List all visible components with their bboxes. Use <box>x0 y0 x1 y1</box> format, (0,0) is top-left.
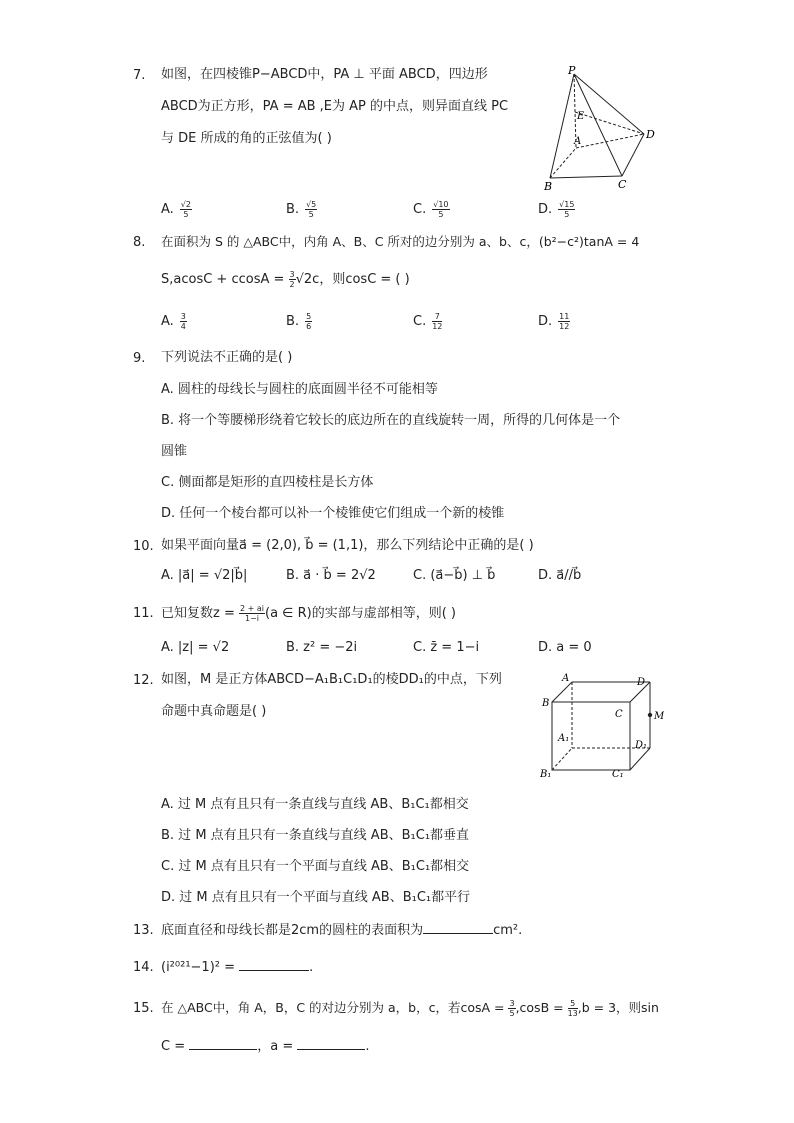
q7-line-1: 如图，在四棱锥P−ABCD中，PA ⊥ 平面 ABCD，四边形 <box>161 67 488 82</box>
q7-line-3: 与 DE 所成的角的正弦值为( ) <box>161 131 332 146</box>
q11-option-c: C. z̄ = 1−i <box>413 640 480 655</box>
q8-option-d: D. $\frac{11}{12}$ <box>538 312 570 331</box>
fig7-label-b: B <box>544 180 553 192</box>
q15-a-blank[interactable] <box>297 1037 365 1050</box>
fig7-label-c: C <box>618 178 627 191</box>
fig12-label-d1: D₁ <box>635 740 648 751</box>
fig7-label-e: E <box>577 111 585 122</box>
fig7-label-d: D <box>646 128 655 141</box>
q10-option-c: C. (a⃗−b⃗) ⊥ b⃗ <box>413 568 496 583</box>
q12-option-d: D. 过 M 点有且只有一个平面与直线 AB、B₁C₁都平行 <box>161 890 471 905</box>
q7-option-d: D. $\frac{√15}{5}$ <box>538 200 575 219</box>
q7-number: 7. <box>133 68 146 83</box>
fig12-label-c: C <box>615 709 623 720</box>
q13-number: 13. <box>133 923 154 938</box>
q15-sinc-blank[interactable] <box>189 1037 257 1050</box>
q11-option-a: A. |z| = √2 <box>161 640 230 655</box>
fig12-label-a: A <box>562 673 570 684</box>
q9-option-c: C. 侧面都是矩形的直四棱柱是长方体 <box>161 475 374 490</box>
fig7-label-p: P <box>568 64 576 77</box>
fig7-label-a: A <box>574 136 582 147</box>
q10-option-a: A. |a⃗| = √2|b⃗| <box>161 568 248 583</box>
cube-figure <box>534 668 664 780</box>
fig12-label-c1: C₁ <box>612 769 624 780</box>
pyramid-figure <box>538 62 658 192</box>
q8-line-2: S,acosC + ccosA = $\frac{3}{2}$ √2c，则cosC = ( ) <box>161 270 410 289</box>
q12-option-b: B. 过 M 点有且只有一条直线与直线 AB、B₁C₁都垂直 <box>161 828 470 843</box>
q14-stem: (i²⁰²¹−1)² = . <box>161 960 314 975</box>
q13-stem: 底面直径和母线长都是2cm的圆柱的表面积为 cm². <box>161 923 523 938</box>
q13-answer-blank[interactable] <box>423 921 493 934</box>
q10-option-b: B. a⃗ · b⃗ = 2√2 <box>286 568 376 583</box>
q8-line-1: 在面积为 S 的 △ABC中，内角 A、B、C 所对的边分别为 a、b、c，(b²−c²)tanA = 4 <box>161 234 640 249</box>
fig12-label-b: B <box>542 698 550 709</box>
q9-option-b-line-1: B. 将一个等腰梯形绕着它较长的底边所在的直线旋转一周，所得的几何体是一个 <box>161 413 621 428</box>
q12-number: 12. <box>133 673 154 688</box>
q11-number: 11. <box>133 606 154 621</box>
q9-option-a: A. 圆柱的母线长与圆柱的底面圆半径不可能相等 <box>161 382 438 397</box>
q11-option-d: D. a = 0 <box>538 640 592 655</box>
q7-option-b: B. $\frac{√5}{5}$ <box>286 200 317 219</box>
q8-option-c: C. $\frac{7}{12}$ <box>413 312 443 331</box>
fig12-label-a1: A₁ <box>558 733 570 744</box>
q15-number: 15. <box>133 1001 154 1016</box>
q10-stem: 如果平面向量a⃗ = (2,0), b⃗ = (1,1)，那么下列结论中正确的是( ) <box>161 538 534 553</box>
q15-line-2: C = ，a = . <box>161 1039 370 1054</box>
fig12-label-m: M <box>654 711 664 722</box>
q10-option-d: D. a⃗//b⃗ <box>538 568 582 583</box>
q12-line-2: 命题中真命题是( ) <box>161 704 267 719</box>
q9-option-b-line-2: 圆锥 <box>161 444 188 459</box>
q9-option-d: D. 任何一个棱台都可以补一个棱锥使它们组成一个新的棱锥 <box>161 506 505 521</box>
q14-answer-blank[interactable] <box>239 958 309 971</box>
q12-option-a: A. 过 M 点有且只有一条直线与直线 AB、B₁C₁都相交 <box>161 797 469 812</box>
q7-line-2: ABCD为正方形，PA = AB ,E为 AP 的中点，则异面直线 PC <box>161 99 509 114</box>
q10-number: 10. <box>133 539 154 554</box>
q9-number: 9. <box>133 351 146 366</box>
q9-stem: 下列说法不正确的是( ) <box>161 350 293 365</box>
q7-option-a: A. $\frac{√2}{5}$ <box>161 200 191 219</box>
q7-option-c: C. $\frac{√10}{5}$ <box>413 200 449 219</box>
q8-number: 8. <box>133 235 146 250</box>
fig12-label-d: D <box>637 677 646 688</box>
q8-option-b: B. $\frac{5}{6}$ <box>286 312 312 331</box>
q12-option-c: C. 过 M 点有且只有一个平面与直线 AB、B₁C₁都相交 <box>161 859 470 874</box>
q12-line-1: 如图，M 是正方体ABCD−A₁B₁C₁D₁的棱DD₁的中点，下列 <box>161 672 502 687</box>
q8-option-a: A. $\frac{3}{4}$ <box>161 312 186 331</box>
q14-number: 14. <box>133 960 154 975</box>
q11-stem: 已知复数z = $\frac{2 + ai}{1-i}$ (a ∈ R)的实部与虚部相等，则( ) <box>161 604 457 623</box>
q11-option-b: B. z² = −2i <box>286 640 358 655</box>
fig12-label-b1: B₁ <box>540 769 552 780</box>
q15-line-1: 在 △ABC中，角 A，B，C 的对边分别为 a，b，c，若cosA = $\frac{3}{5}$ ,cosB = $\frac{5}{13}$ ,b = 3，则sin <box>161 999 659 1018</box>
